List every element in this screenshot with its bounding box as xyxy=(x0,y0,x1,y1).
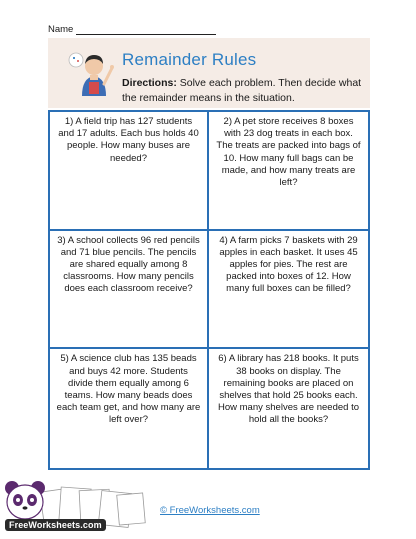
problem-3: 3) A school collects 96 red pencils and 71 blue pencils. The pencils are shared equally among 8 classrooms. How many pencils does each classroom receive? xyxy=(50,231,209,350)
directions-label: Directions: xyxy=(122,77,177,89)
directions xyxy=(122,76,370,106)
problem-6: 6) A library has 218 books. It puts 38 books on display. The remaining books are placed on shelves that hold 25 books each. How many shelves are needed to hold all the books? xyxy=(218,353,359,426)
logo-text: FreeWorksheets.com xyxy=(5,519,106,531)
name-blank-line[interactable] xyxy=(76,25,216,35)
problem-4: 4) A farm picks 7 baskets with 29 apples in each basket. It uses 45 apples for pies. The rest are packed into boxes of 12. How many full boxes can be filled? xyxy=(209,231,368,350)
panda-mascot-icon xyxy=(5,481,45,519)
problem-5: 5) A science club has 135 beads and buys 42 more. Students divide them equally among 6 teams. How many beads does each team get, and how many are left over? xyxy=(50,349,209,468)
teacher-illustration-icon xyxy=(64,38,120,108)
directions-text: Solve each problem. Then decide what the remainder means in the situation. xyxy=(122,77,362,104)
copyright-link[interactable]: © FreeWorksheets.com xyxy=(160,505,260,516)
name-field xyxy=(48,24,216,35)
worksheet-title: Remainder Rules xyxy=(122,50,257,69)
problem-grid xyxy=(48,110,370,470)
problem-2: 2) A pet store receives 8 boxes with 23 dog treats in each box. The treats are packed into bags of 10. How many full bags can be made, and how many treats are left? xyxy=(209,112,368,231)
name-label: Name xyxy=(48,24,74,35)
problem-1: 1) A field trip has 127 students and 17 adults. Each bus holds 40 people. How many buses are needed? xyxy=(50,112,209,231)
